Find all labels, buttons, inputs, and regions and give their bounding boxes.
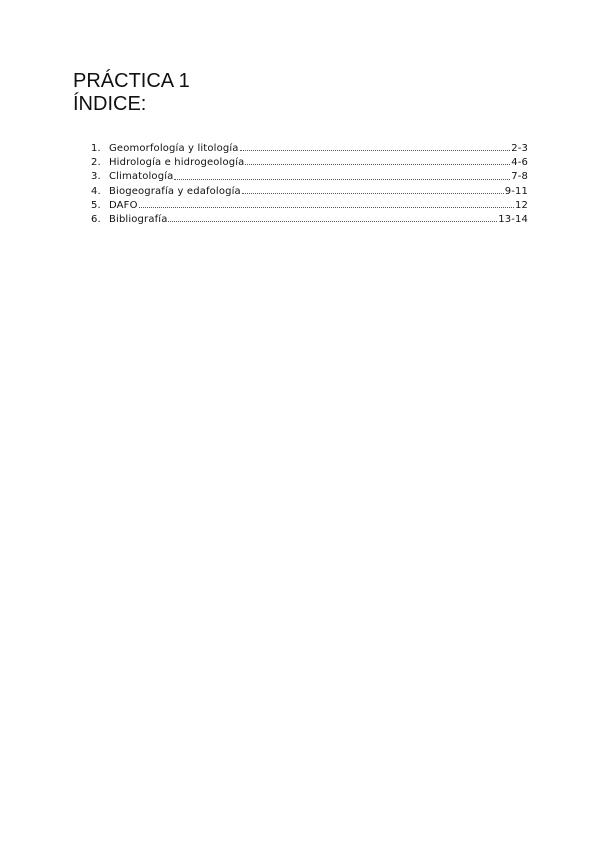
toc-entry-number: 4. <box>91 185 101 197</box>
toc-entry-label: Biogeografía y edafología <box>109 185 241 197</box>
toc-entry-pages: 4-6 <box>511 157 528 169</box>
toc-entry-pages: 12 <box>514 199 528 211</box>
table-of-contents <box>91 142 528 227</box>
toc-dot-leader <box>240 150 511 151</box>
toc-entry <box>91 156 528 170</box>
toc-entry-number: 6. <box>91 214 101 226</box>
toc-dot-leader <box>245 164 510 165</box>
toc-entry-label: Bibliografía <box>109 214 168 226</box>
toc-entry-label: Climatología <box>109 171 174 183</box>
toc-dot-leader <box>242 193 504 194</box>
toc-entry-number: 5. <box>91 199 101 211</box>
toc-entry <box>91 170 528 184</box>
toc-entry <box>91 185 528 199</box>
toc-entry <box>91 142 528 156</box>
document-title: PRÁCTICA 1 <box>73 70 190 92</box>
toc-entry-label: Geomorfología y litología <box>109 143 239 154</box>
toc-dot-leader <box>174 179 510 180</box>
toc-entry-number: 3. <box>91 171 101 183</box>
toc-entry-number: 2. <box>91 157 101 169</box>
toc-entry <box>91 199 528 213</box>
toc-entry-label: DAFO <box>109 199 138 211</box>
toc-dot-leader <box>139 207 514 208</box>
toc-entry-number: 1. <box>91 143 101 154</box>
toc-entry-pages: 13-14 <box>498 214 528 226</box>
toc-entry-pages: 9-11 <box>504 185 528 197</box>
toc-entry-label: Hidrología e hidrogeología <box>109 157 245 169</box>
title-block <box>73 70 190 116</box>
toc-entry-pages: 7-8 <box>511 171 528 183</box>
toc-entry <box>91 213 528 227</box>
index-heading: ÍNDICE: <box>73 93 147 115</box>
toc-dot-leader <box>168 221 497 222</box>
toc-entry-pages: 2-3 <box>511 143 528 154</box>
